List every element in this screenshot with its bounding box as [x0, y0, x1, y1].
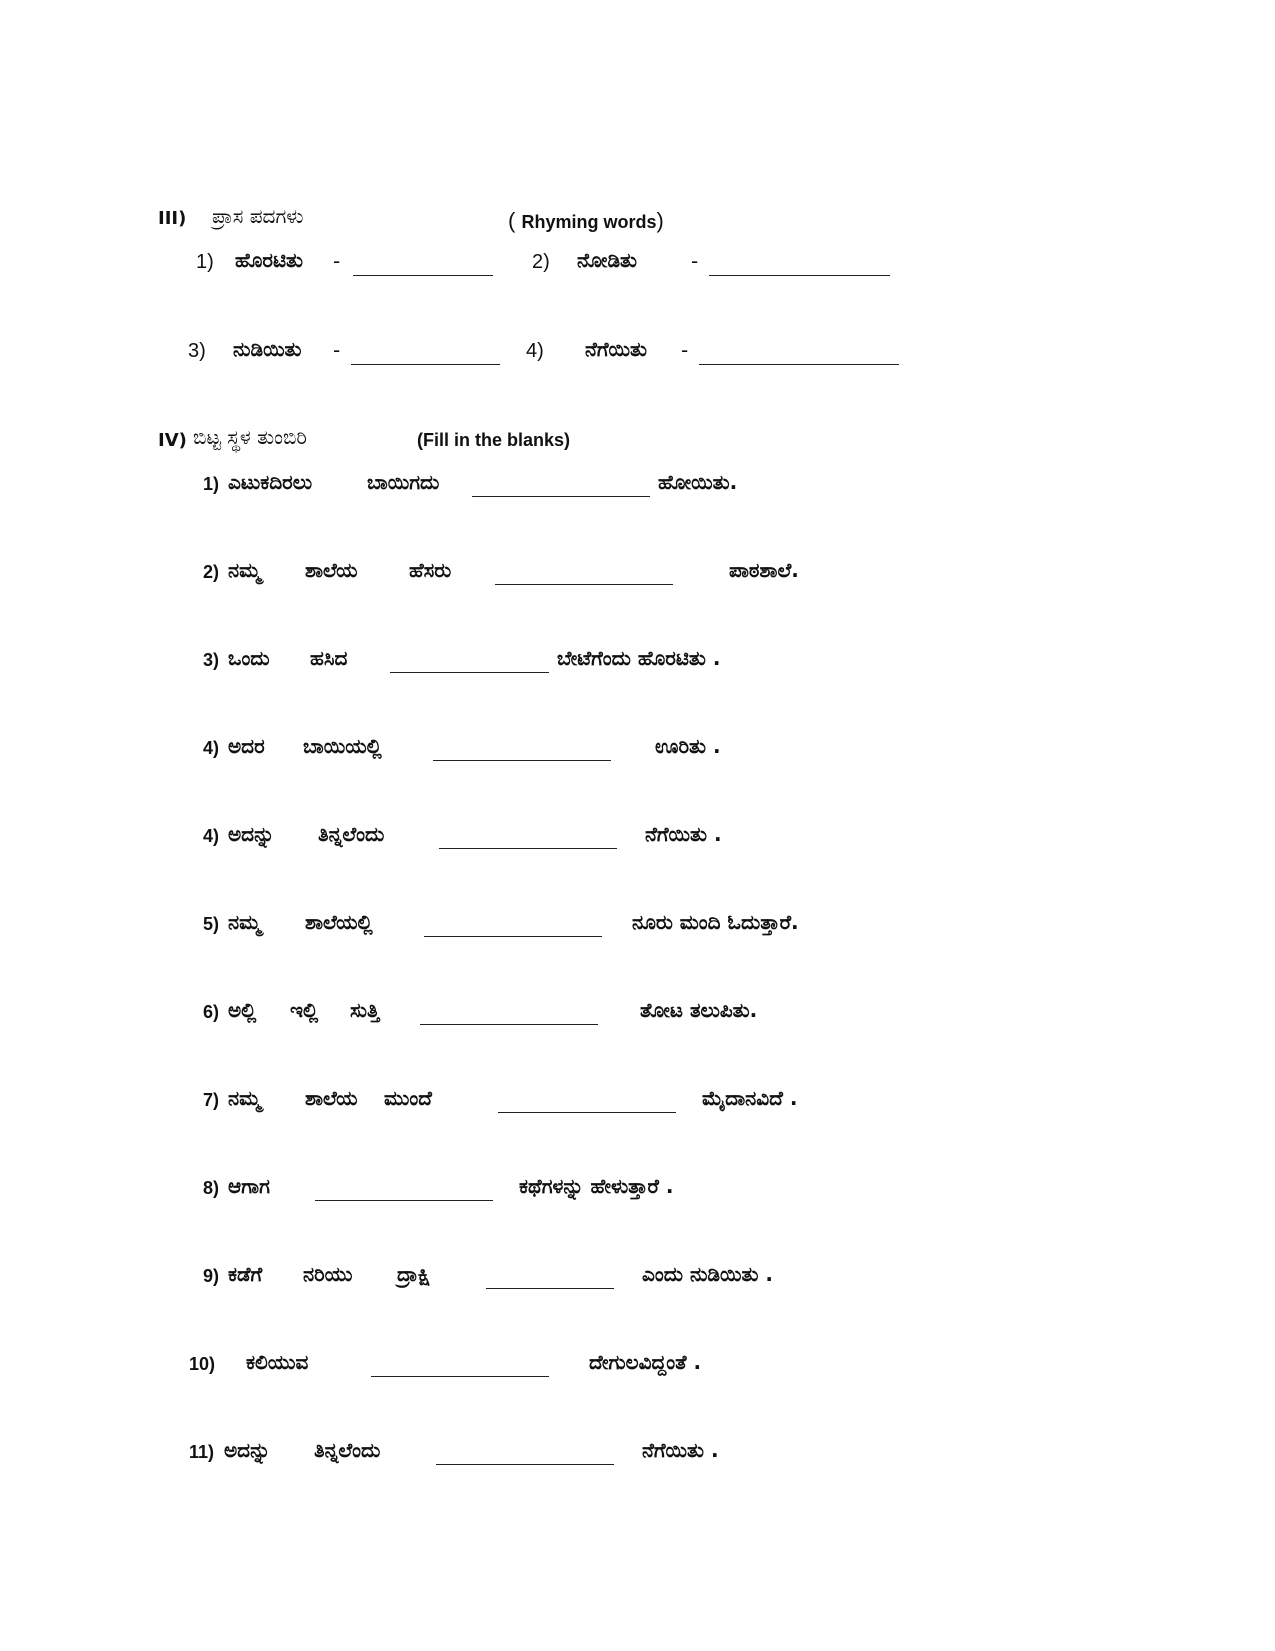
fill-3-after: ಬೇಟೆಗೆಂದು ಹೊರಟಿತು . [557, 646, 721, 670]
fill-9-word-1: ಆಗಾಗ [228, 1174, 270, 1198]
rhyme-2-word: ನೋಡಿತು [577, 248, 637, 272]
fill-6-after: ನೂರು ಮಂದಿ ಓದುತ್ತಾರೆ. [632, 910, 799, 934]
fill-7-word-1: ಅಲ್ಲಿ [228, 998, 257, 1022]
fill-6-word-2: ಶಾಲೆಯಲ್ಲಿ [305, 910, 373, 934]
fill-12-word-1: ಅದನ್ನು [224, 1438, 271, 1462]
fill-2-word-3: ಹೆಸರು [409, 558, 452, 582]
rhyme-1-number: 1) [196, 251, 214, 273]
fill-5-number: 4) [203, 826, 220, 846]
section-4-numeral: IV) [158, 430, 187, 451]
fill-8-after: ಮೈದಾನವಿದೆ . [702, 1086, 798, 1110]
section-3-numeral: III) [158, 208, 187, 229]
rhyme-4-number: 4) [526, 340, 544, 362]
rhyme-4-word: ನೆಗೆಯಿತು [585, 337, 647, 361]
fill-7-blank[interactable] [420, 1024, 598, 1025]
fill-10-number: 9) [203, 1266, 220, 1286]
fill-6-number: 5) [203, 914, 220, 934]
fill-2-blank[interactable] [495, 584, 673, 585]
fill-7-after: ತೋಟ ತಲುಪಿತು. [640, 998, 758, 1022]
fill-3-blank[interactable] [390, 672, 549, 673]
fill-4-blank[interactable] [433, 760, 611, 761]
section-3-title-kannada: ಪ್ರಾಸ ಪದಗಳು [212, 204, 304, 228]
fill-4-word-1: ಅದರ [228, 734, 265, 758]
fill-1-after: ಹೋಯಿತು. [658, 470, 738, 494]
fill-4-number: 4) [203, 738, 220, 758]
fill-3-word-1: ಒಂದು [228, 646, 270, 670]
fill-8-blank[interactable] [498, 1112, 676, 1113]
fill-12-blank[interactable] [436, 1464, 614, 1465]
rhyme-2-number: 2) [532, 251, 550, 273]
rhyme-3-dash: - [333, 338, 341, 362]
fill-11-after: ದೇಗುಲವಿದ್ದಂತೆ . [589, 1350, 702, 1374]
rhyme-4-blank[interactable] [699, 364, 899, 365]
rhyme-1-blank[interactable] [353, 275, 493, 276]
fill-8-word-2: ಶಾಲೆಯ [305, 1086, 358, 1110]
fill-2-after: ಪಾಠಶಾಲೆ. [729, 558, 799, 582]
fill-1-word-2: ಬಾಯಿಗದು [367, 470, 440, 494]
rhyme-2-blank[interactable] [709, 275, 890, 276]
section-4-title-kannada: ಬಿಟ್ಟ ಸ್ಥಳ ತುಂಬಿರಿ [193, 425, 307, 449]
fill-5-blank[interactable] [439, 848, 617, 849]
fill-9-blank[interactable] [315, 1200, 493, 1201]
fill-10-word-3: ದ್ರಾಕ್ಷಿ [397, 1262, 431, 1286]
fill-10-after: ಎಂದು ನುಡಿಯಿತು . [642, 1262, 774, 1286]
fill-3-number: 3) [203, 650, 220, 670]
section-3-title-english: ( Rhyming words) [508, 208, 664, 233]
fill-4-word-2: ಬಾಯಿಯಲ್ಲಿ [303, 734, 382, 758]
rhyme-3-number: 3) [188, 340, 206, 362]
fill-7-word-2: ಇಲ್ಲಿ [290, 998, 319, 1022]
fill-10-blank[interactable] [486, 1288, 614, 1289]
rhyme-1-word: ಹೊರಟಿತು [235, 248, 304, 272]
fill-12-after: ನೆಗೆಯಿತು . [642, 1438, 719, 1462]
fill-5-word-1: ಅದನ್ನು [228, 822, 275, 846]
fill-3-word-2: ಹಸಿದ [310, 646, 348, 670]
rhyme-4-dash: - [681, 338, 689, 362]
fill-4-after: ಊರಿತು . [655, 734, 721, 758]
fill-11-number: 10) [189, 1354, 216, 1374]
fill-9-after: ಕಥೆಗಳನ್ನು ಹೇಳುತ್ತಾರೆ . [519, 1174, 674, 1198]
fill-2-word-1: ನಮ್ಮ [228, 558, 261, 582]
rhyme-3-word: ನುಡಿಯಿತು [233, 337, 302, 361]
fill-8-word-3: ಮುಂದೆ [384, 1086, 432, 1110]
fill-2-word-2: ಶಾಲೆಯ [305, 558, 358, 582]
fill-8-word-1: ನಮ್ಮ [228, 1086, 261, 1110]
fill-11-word-1: ಕಲಿಯುವ [246, 1350, 309, 1374]
fill-1-word-1: ಎಟುಕದಿರಲು [228, 470, 313, 494]
fill-5-after: ನೆಗೆಯಿತು . [645, 822, 722, 846]
fill-12-word-2: ತಿನ್ನಲೆಂದು [314, 1438, 381, 1462]
fill-6-word-1: ನಮ್ಮ [228, 910, 261, 934]
fill-7-word-3: ಸುತ್ತಿ [350, 998, 380, 1022]
fill-7-number: 6) [203, 1002, 220, 1022]
fill-11-blank[interactable] [371, 1376, 549, 1377]
fill-10-word-2: ನರಿಯು [303, 1262, 353, 1286]
section-4-title-english: (Fill in the blanks) [417, 430, 571, 450]
fill-1-number: 1) [203, 474, 220, 494]
rhyme-1-dash: - [333, 249, 341, 273]
rhyme-3-blank[interactable] [351, 364, 500, 365]
rhyme-2-dash: - [691, 249, 699, 273]
fill-10-word-1: ಕಡೆಗೆ [228, 1262, 263, 1286]
fill-2-number: 2) [203, 562, 220, 582]
fill-1-blank[interactable] [472, 496, 650, 497]
fill-6-blank[interactable] [424, 936, 602, 937]
fill-5-word-2: ತಿನ್ನಲೆಂದು [318, 822, 385, 846]
fill-12-number: 11) [189, 1442, 215, 1462]
fill-9-number: 8) [203, 1178, 220, 1198]
fill-8-number: 7) [203, 1090, 220, 1110]
